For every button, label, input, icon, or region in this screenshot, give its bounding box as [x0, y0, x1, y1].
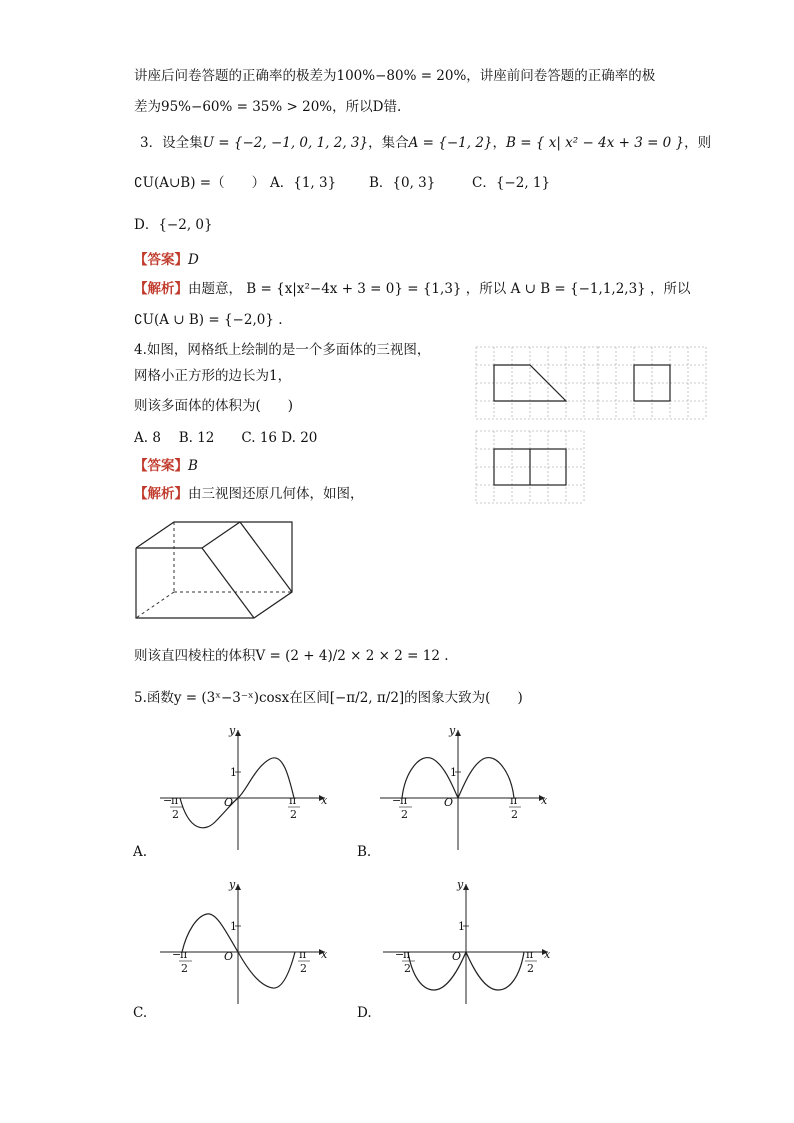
pi-label: π	[180, 948, 188, 961]
pi-label: π	[400, 794, 408, 807]
pi-label: π	[526, 948, 534, 961]
two-label: 2	[300, 962, 307, 975]
q3-stem-prefix: 3．设全集	[140, 135, 203, 151]
q3-option-c: C．{−2, 1}	[472, 175, 551, 191]
q3-end: ，则	[684, 135, 712, 151]
graph-c-label: C.	[133, 1005, 148, 1021]
q4-volume: 则该直四棱柱的体积V = (2 + 4)/2 × 2 × 2 = 12 .	[134, 648, 449, 664]
origin-label: O	[444, 796, 454, 809]
q4-options: A. 8 B. 12 C. 16 D. 20	[134, 430, 318, 446]
x-axis-label: x	[321, 948, 328, 961]
answer-value: B	[188, 458, 198, 474]
x-axis-label: x	[321, 794, 328, 807]
minus-label: −	[395, 948, 405, 961]
prism-3d-figure	[130, 518, 300, 628]
top-view-grid	[476, 431, 586, 505]
y-axis-label: y	[229, 724, 236, 737]
pi-label: π	[403, 948, 411, 961]
two-label: 2	[404, 962, 411, 975]
q3-option-d: D．{−2, 0}	[134, 217, 213, 233]
analysis-label: 【解析】	[134, 281, 188, 297]
q4-line-1: 4.如图，网格纸上绘制的是一个多面体的三视图，	[134, 342, 431, 358]
one-label: 1	[450, 766, 457, 779]
q4-answer	[134, 457, 198, 475]
y-axis-label: y	[449, 724, 456, 737]
pi-label: π	[299, 948, 307, 961]
two-label: 2	[401, 808, 408, 821]
origin-label: O	[224, 796, 234, 809]
q3-option-a: A．{1, 3}	[270, 175, 337, 191]
one-label: 1	[458, 920, 465, 933]
y-axis-label: y	[229, 878, 236, 891]
q3-sep: ，集合	[368, 135, 409, 151]
pi-label: π	[289, 794, 297, 807]
graph-b	[375, 722, 555, 852]
answer-label: 【答案】	[134, 252, 188, 268]
graph-d	[378, 876, 558, 1006]
one-label: 1	[230, 920, 237, 933]
origin-label: O	[224, 950, 234, 963]
q4-analysis	[134, 485, 364, 503]
one-label: 1	[230, 766, 237, 779]
analysis-text: 由三视图还原几何体，如图，	[188, 486, 364, 502]
graph-b-label: B.	[357, 844, 372, 860]
two-label: 2	[181, 962, 188, 975]
x-axis-label: x	[541, 794, 548, 807]
q3-set-u: U = {−2, −1, 0, 1, 2, 3}	[202, 135, 369, 151]
two-label: 2	[527, 962, 534, 975]
q3-complement: ∁U(A∪B) =（ ）	[134, 175, 266, 191]
y-axis-label: y	[457, 878, 464, 891]
answer-label: 【答案】	[134, 458, 188, 474]
graph-a-label: A.	[133, 844, 148, 860]
q5-stem: 5.函数y = (3ˣ−3⁻ˣ)cosx在区间[−π/2, π/2]的图象大致为( )	[134, 690, 523, 706]
minus-label: −	[392, 794, 402, 807]
prev-line-2: 差为95%−60% = 35% > 20%，所以D错.	[134, 99, 402, 115]
q3-comma: ，	[492, 135, 507, 151]
graph-d-label: D.	[357, 1005, 372, 1021]
q4-line-3: 则该多面体的体积为( )	[134, 398, 294, 414]
q3-option-b: B．{0, 3}	[369, 175, 436, 191]
q3-analysis-2: ∁U(A ∪ B) = {−2,0} .	[134, 312, 283, 328]
two-label: 2	[290, 808, 297, 821]
graph-c	[155, 876, 335, 1006]
x-axis-label: x	[544, 948, 551, 961]
answer-value: D	[188, 252, 199, 268]
two-label: 2	[511, 808, 518, 821]
pi-label: π	[171, 794, 179, 807]
prev-line-1: 讲座后问卷答题的正确率的极差为100%−80% = 20%，讲座前问卷答题的正确率的极	[134, 68, 656, 84]
side-view-grid	[598, 347, 708, 421]
minus-label: −	[172, 948, 182, 961]
q3-set-a: A = {−1, 2}	[408, 135, 493, 151]
two-label: 2	[172, 808, 179, 821]
front-view-grid	[476, 347, 600, 421]
analysis-text: 由题意， B = {x|x²−4x + 3 = 0} = {1,3} ，所以 A ∪ B = {−1,1,2,3} ，所以	[188, 281, 691, 297]
q3-answer	[134, 251, 199, 269]
q3-analysis-1	[134, 280, 691, 298]
q4-line-2: 网格小正方形的边长为1，	[134, 368, 292, 384]
q3-set-b: B = { x| x² − 4x + 3 = 0 }	[506, 135, 685, 151]
pi-label: π	[510, 794, 518, 807]
q3-stem	[140, 134, 711, 152]
graph-a	[155, 722, 335, 852]
minus-label: −	[163, 794, 173, 807]
analysis-label: 【解析】	[134, 486, 188, 502]
origin-label: O	[452, 950, 462, 963]
